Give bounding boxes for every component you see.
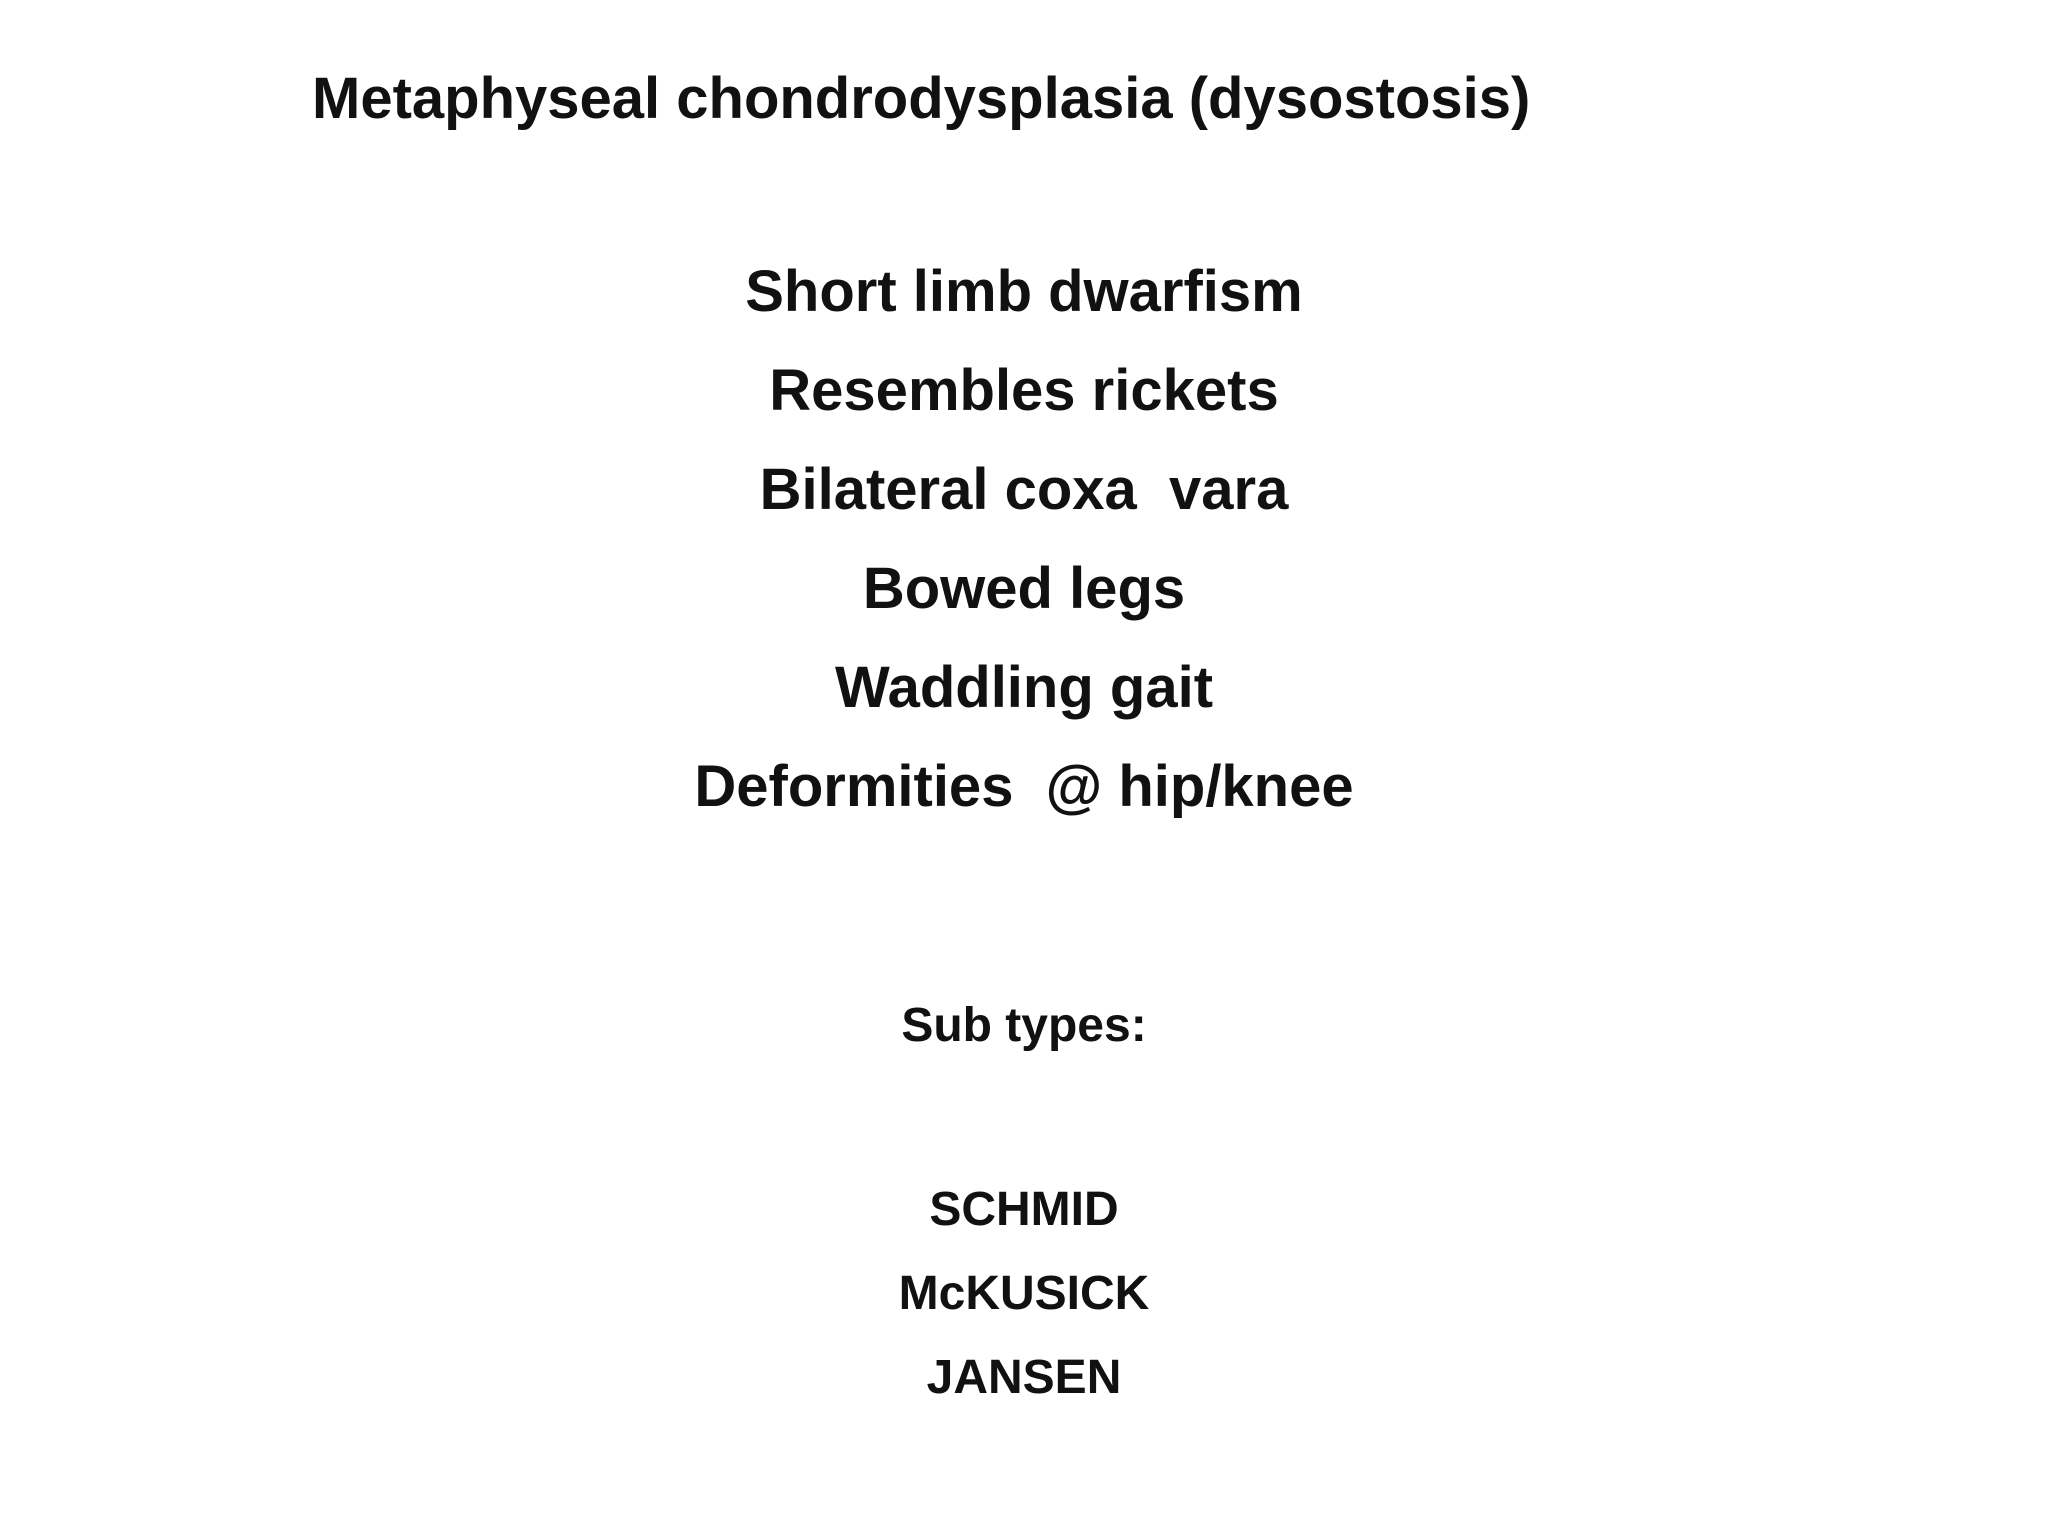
- slide-title: Metaphyseal chondrodysplasia (dysostosis): [312, 66, 1531, 131]
- feature-item: Short limb dwarfism: [745, 259, 1303, 324]
- subtypes-list: [0, 1168, 2048, 1420]
- feature-item: Bilateral coxa vara: [759, 457, 1289, 522]
- feature-item: Waddling gait: [834, 655, 1214, 720]
- feature-item: Bowed legs: [862, 556, 1186, 621]
- feature-item: Resembles rickets: [769, 358, 1279, 423]
- subtypes-heading: Sub types:: [901, 999, 1147, 1052]
- subtype-item: JANSEN: [926, 1351, 1122, 1404]
- subtype-item: McKUSICK: [898, 1267, 1150, 1320]
- feature-item: Deformities @ hip/knee: [694, 754, 1354, 819]
- features-list: [0, 242, 2048, 836]
- subtype-item: SCHMID: [929, 1183, 1119, 1236]
